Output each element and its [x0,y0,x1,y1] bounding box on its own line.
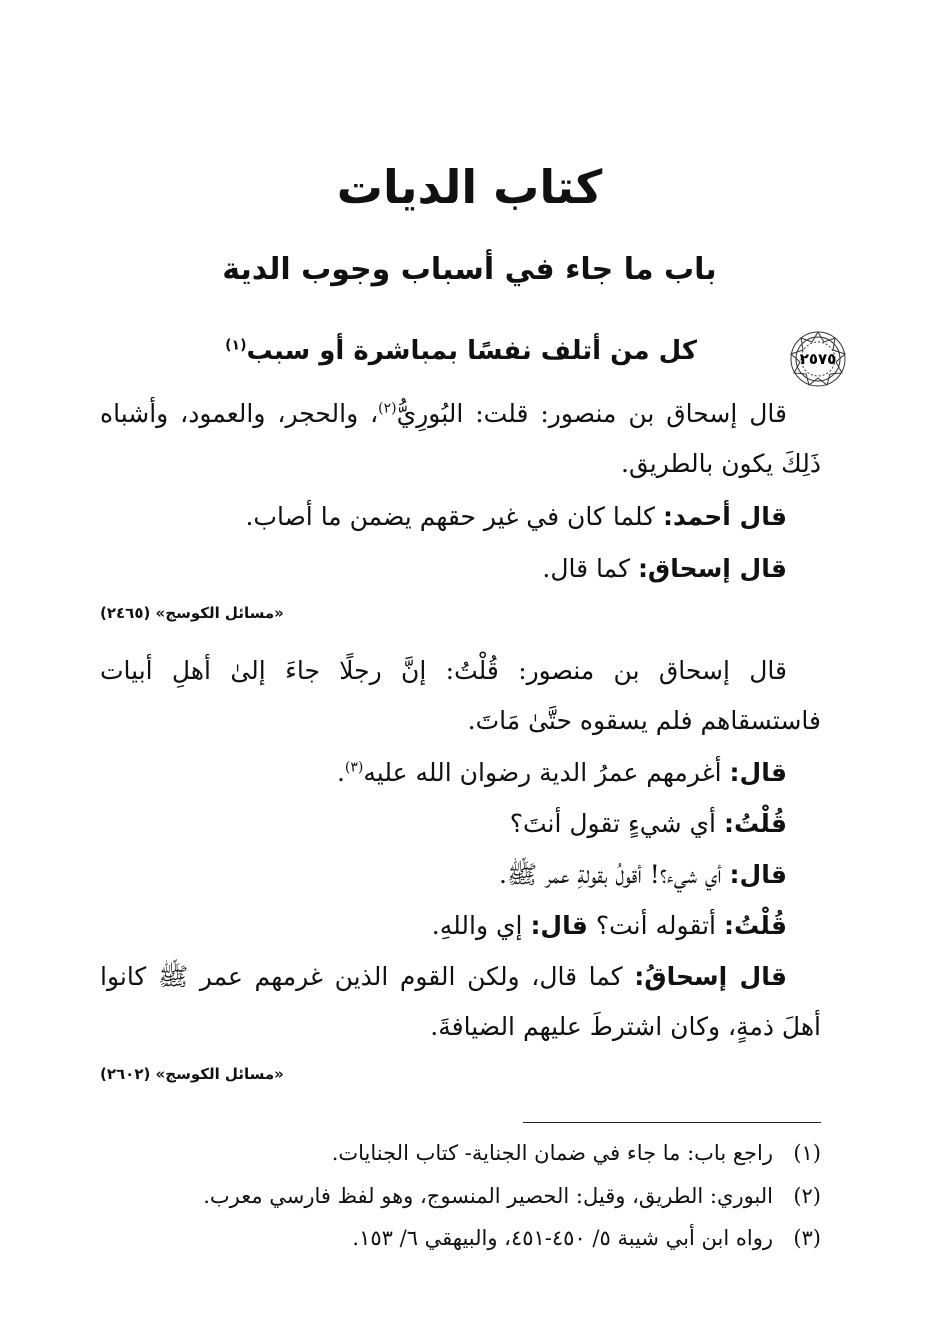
book-title: كتاب الديات [336,160,603,214]
passage2-ishaq-comment [100,952,821,1052]
source-citation-1: «مسائل الكوسج» (٢٤٦٥) [100,604,284,622]
footnote-3 [100,1223,821,1253]
answer-text: كما قال. [542,554,638,583]
line-text: أغرمهم عمرُ الدية رضوان الله عليه [363,758,730,787]
footnote-number: (٢) [793,1184,821,1208]
footnote-number: (٣) [793,1226,821,1250]
footnote-ref-3: (٣) [344,759,364,776]
line-text: أتقوله أنت؟ [587,911,724,940]
passage1-question [100,389,821,489]
passage1-ishaq-answer [100,544,787,594]
footnote-number: (١) [793,1141,821,1165]
passage1-ahmad-answer [100,492,787,542]
chapter-title: باب ما جاء في أسباب وجوب الدية [222,252,717,287]
footnote-text: راجع باب: ما جاء في ضمان الجناية- كتاب الجنايات. [331,1141,773,1165]
speaker-ahmad: قال أحمد: [663,502,787,531]
speaker-ishaq: قال إسحاقُ: [634,962,787,991]
line-text: أي شيءٍ تقول أنتَ؟ [509,809,724,838]
line-text-2: إي واللهِ. [431,911,531,940]
passage1-question-a: قال إسحاق بن منصور: قلت: البُورِيُّ [396,399,787,428]
passage2-line-umar [100,748,787,798]
passage2-line-oath [100,901,787,951]
footnote-text: رواه ابن أبي شيبة ٥/ ٤٥٠-٤٥١، والبيهقي ٦/ ١٥٣. [352,1226,773,1250]
passage2-question: قال إسحاق بن منصور: قُلْتُ: إنَّ رجلًا جاءَ إلىٰ أهلِ أبيات فاستسقاهم فلم يسقوه حتَّىٰ مَاتَ. [100,656,821,735]
footnote-2 [100,1181,821,1211]
answer-text: كلما كان في غير حقهم يضمن ما أصاب. [245,502,664,531]
issue-title-text: كل من أتلف نفسًا بمباشرة أو سبب [246,336,697,366]
issue-title [225,336,697,366]
footnote-text: البوري: الطريق، وقيل: الحصير المنسوج، وهو لفظ فارسي معرب. [203,1184,773,1208]
speaker-ishaq: قال إسحاق: [637,554,787,583]
speaker-qala: قال: [729,860,787,889]
issue-heading [100,330,847,390]
issue-badge [789,330,847,388]
speaker-qala: قال: [530,911,588,940]
footnote-1 [100,1138,821,1168]
speaker-qala: قال: [729,758,787,787]
speaker-qultu: قُلْتُ: [723,911,787,940]
footnote-divider [523,1122,821,1123]
passage2-line-question [100,799,787,849]
footnote-ref-1: (١) [225,337,247,354]
comment-text: كما قال، ولكن القوم الذين غرمهم عمر ﷺ كانوا أهلَ ذمةٍ، وكان اشترطَ عليهم الضيافةَ. [100,962,821,1041]
line-text: أي شيء؟! أقولُ بقولةِ عمر ﷺ. [498,860,730,889]
issue-number: ٢٥٧٥ [799,350,837,368]
footnote-ref-2: (٢) [378,400,397,417]
speaker-qultu: قُلْتُ: [723,809,787,838]
passage1-question-b: ، والحجر، والعمود، وأشباه ذَلِكَ يكون بالطريق. [100,399,821,478]
source-citation-2: «مسائل الكوسج» (٢٦٠٢) [100,1065,284,1083]
passage2-line-answer [100,850,787,900]
line-end: . [336,758,345,787]
